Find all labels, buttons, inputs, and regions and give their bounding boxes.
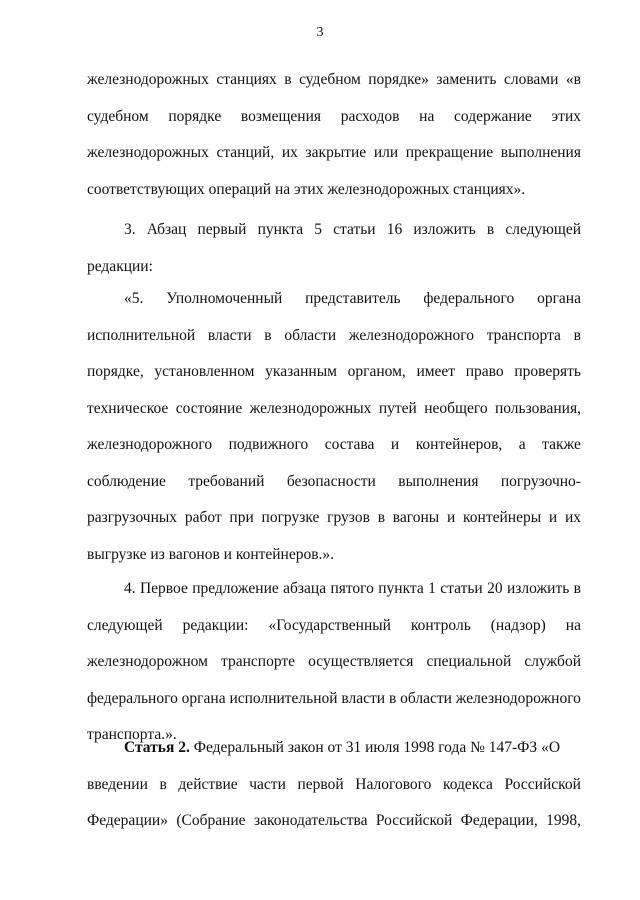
text-line: федерального органа исполнительной власти в области железнодорожного [87,689,581,707]
page-number: 3 [316,25,324,40]
text-line: разгрузочных работ при погрузке грузов в вагоны и контейнеры и их [87,509,581,526]
paragraph-2 [87,212,581,285]
article-heading: Статья 2. [124,739,190,756]
text-line: железнодорожном транспорте осуществляется специальной службой [87,653,581,670]
text-line: судебном порядке возмещения расходов на содержание этих [87,107,581,125]
text-line: соответствующих операций на этих железнодорожных станциях». [87,180,526,198]
text-line: 3. Абзац первый пункта 5 статьи 16 изложить в следующей [124,221,581,238]
paragraph-5 [87,730,581,840]
text-line: 4. Первое предложение абзаца пятого пункта 1 статьи 20 изложить в [124,580,581,597]
paragraph-3 [87,281,581,573]
text-line: порядке, установленном указанным органом, имеет право проверять [87,363,581,380]
text-line [87,730,581,767]
text-line: транспорта.». [87,726,177,743]
text-line: соблюдение требований безопасности выполнения погрузочно- [87,472,581,490]
text-line: исполнительной власти в области железнодорожного транспорта в [87,326,581,344]
text-line: железнодорожного подвижного состава и контейнеров, а также [87,436,581,453]
text-line: техническое состояние железнодорожных путей необщего пользования, [87,399,581,417]
text-line: железнодорожных станций, их закрытие или прекращение выполнения [87,144,581,161]
text-line: Федерации» (Собрание законодательства Российской Федерации, 1998, [87,812,581,829]
text-line: редакции: [87,257,153,275]
text-line: введении в действие части первой Налогового кодекса Российской [87,775,581,793]
text-line: железнодорожных станциях в судебном порядке» заменить словами «в [87,71,581,88]
text-line: «5. Уполномоченный представитель федерального органа [124,290,581,307]
paragraph-1 [87,62,581,208]
text-line-rest: Федеральный закон от 31 июля 1998 года № 147-ФЗ «О [189,739,561,756]
paragraph-4 [87,571,581,754]
text-line: следующей редакции: «Государственный контроль (надзор) на [87,616,581,634]
text-line: выгрузке из вагонов и контейнеров.». [87,545,335,563]
